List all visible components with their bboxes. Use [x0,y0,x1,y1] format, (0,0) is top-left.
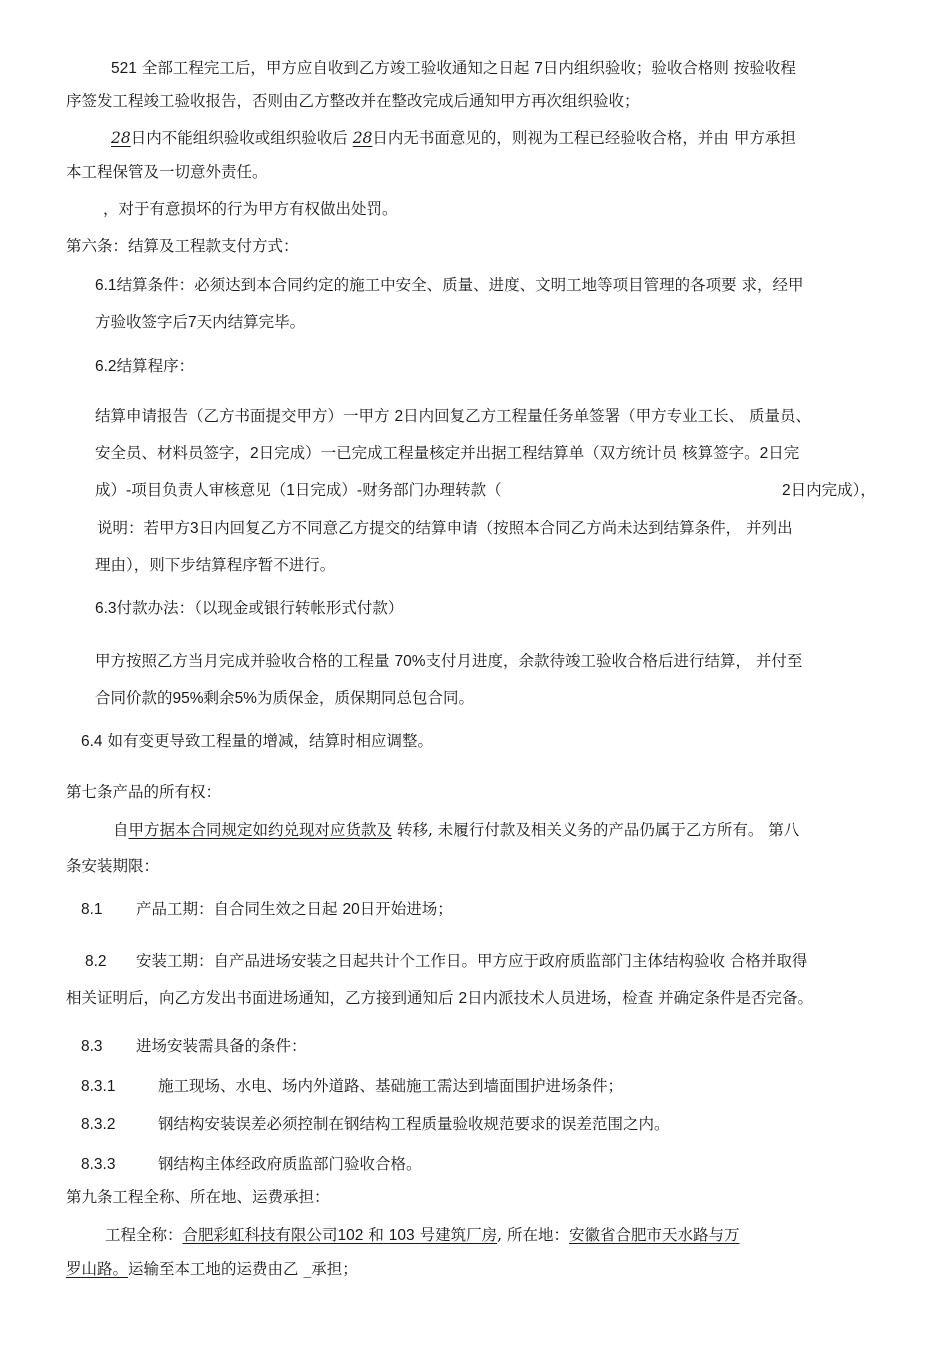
clause-text: 日开始进场； [359,900,453,918]
clause-8-1-text [136,899,453,920]
clause-number: 6.3 [95,600,117,617]
clause-521-line-2: 序签发工程竣工验收报告，否则由乙方整改并在整改完成后通知甲方再次组织验收； [66,92,640,110]
clause-text: 日内完成）， [790,481,876,499]
project-address: 安徽省合肥市天水路与万 [568,1226,740,1244]
days-value: 1 [286,482,295,499]
clause-text: 支付月进度，余款待竣工验收合格后进行结算， 并付至 [425,652,803,670]
days-value: 28 [111,129,131,147]
clause-8-3-text: 进场安装需具备的条件： [136,1037,307,1055]
clause-text: 方验收签字后 [95,313,189,331]
conjunction: 和 [368,1226,384,1244]
article-9-para-1 [105,1225,740,1246]
days-value: 3 [190,520,199,537]
article-6-heading: 第六条：结算及工程款支付方式： [66,237,299,255]
clause-8-3-2-number [81,1114,115,1135]
article-9-heading: 第九条工程全称、所在地、运费承担： [66,1188,330,1206]
days-value: 7 [188,314,197,331]
clause-8-2-line-2 [66,988,813,1009]
clause-number: 8.3.1 [81,1078,116,1095]
clause-text: 结算申请报告（乙方书面提交甲方）一甲方 [95,407,390,425]
clause-text: 为质保金，质保期同总包合同。 [256,689,474,707]
days-value: 20 [342,901,360,918]
clause-text: 日内无书面意见的，则视为工程已经验收合格，并由 甲方承担 [372,129,796,147]
clause-text: 日内组织验收；验收合格则 按验收程 [542,59,796,77]
clause-6-1-line-1 [95,275,804,296]
clause-6-2-title [95,356,194,377]
clause-text: 日内回复乙方不同意乙方提交的结算申请（按照本合同乙方尚未达到结算条件， 并列出 [198,519,793,537]
clause-6-4 [81,731,433,752]
clause-text: 转移, 未履行付款及相关义务的产品仍属于乙方所有。 第八 [392,821,800,839]
damage-penalty-line: ，对于有意损坏的行为甲方有权做出处罚。 [103,200,398,218]
clause-text: 结算条件：必须达到本合同约定的施工中安全、质量、进度、文明工地等项目管理的各项要 求，经甲 [116,276,804,294]
clause-8-2-line-1: 安装工期：自产品进场安装之日起共计个工作日。甲方应于政府质监部门主体结构验收 合格并取得 [136,952,808,970]
clause-8-1-number [81,899,103,920]
clause-number: 6.2 [95,358,117,375]
clause-28-line-1 [111,128,796,148]
clause-text: 日内派技术人员进场，检查 并确定条件是否完备。 [467,989,814,1007]
clause-8-3-2-text: 钢结构安装误差必须控制在钢结构工程质量验收规范要求的误差范围之内。 [158,1115,670,1133]
clause-8-3-1-text: 施工现场、水电、场内外道路、基础施工需达到墙面围护进场条件； [158,1077,624,1095]
clause-number: 8.3.2 [81,1116,116,1133]
clause-text: 运输至本工地的运费由乙 [128,1260,299,1278]
days-value: 2 [782,482,791,499]
clause-6-3-title [95,598,403,619]
clause-8-3-3-number [81,1154,115,1175]
clause-8-3-1-number [81,1076,115,1097]
clause-6-3-para-1 [95,651,802,672]
clause-521-line-1 [111,58,796,79]
clause-8-2-number [85,951,107,972]
clause-text: , 所在地： [497,1226,569,1244]
days-value: 2 [394,408,404,425]
days-value: 28 [352,129,373,147]
project-address: 罗山路。 [66,1260,129,1278]
clause-6-3-para-2 [95,688,474,709]
clause-text: 剩余 [203,689,235,707]
clause-text: 日完成）-财务部门办理转款（ [294,481,502,499]
clause-text: 日内不能组织验收或组织验收后 [130,129,348,147]
clause-text: 成）-项目负责人审核意见（ [95,481,287,499]
clause-6-2-para-3 [95,480,502,501]
clause-6-2-para-3-tail [782,480,876,501]
clause-text: 安全员、材料员签字， [95,444,251,462]
days-value: 2 [458,990,468,1007]
clause-text: 说明：若甲方 [97,519,191,537]
clause-text: 结算程序： [116,357,195,375]
clause-number: 8.2 [85,953,107,970]
clause-number: 6.4 [81,733,103,750]
clause-number: 8.3 [81,1038,103,1055]
clause-text: 付款办法：（以现金或银行转帐形式付款） [116,599,404,617]
clause-number: 8.1 [81,901,103,918]
clause-28-line-2: 本工程保管及一切意外责任。 [66,163,268,181]
clause-number: 521 [111,60,137,77]
percent-value: 70% [394,653,426,670]
days-value: 2 [250,445,259,462]
days-value: 7 [534,60,543,77]
company-name: 合肥彩虹科技有限公司 [182,1226,338,1244]
article-7-para-1 [113,820,799,840]
building-number: 103 [388,1227,415,1244]
clause-text: 全部工程完工后，甲方应自收到乙方竣工验收通知之日起 [141,59,530,77]
percent-value: 95% [172,690,204,707]
clause-number: 6.1 [95,277,117,294]
clause-text: 如有变更导致工程量的增减，结算时相应调整。 [107,732,434,750]
clause-text: 相关证明后，向乙方发出书面进场通知，乙方接到通知后 [66,989,454,1007]
clause-text: 工程全称： [105,1226,183,1244]
clause-text: 自 [113,821,129,839]
clause-text: 日完 [768,444,800,462]
clause-6-2-para-5: 理由），则下步结算程序暂不进行。 [95,556,336,574]
underlined-text: 甲方据本合同规定如约兑现对应货款及 [128,821,393,839]
clause-text: 合同价款的 [95,689,173,707]
article-9-para-2 [66,1259,358,1279]
clause-text: 日完成）一已完成工程量核定并出据工程结算单（双方统计员 核算签字。 [258,444,760,462]
clause-6-2-para-4 [97,518,793,539]
article-8-heading: 条安装期限： [66,857,160,875]
clause-text: 甲方按照乙方当月完成并验收合格的工程量 [95,652,390,670]
clause-8-3-number [81,1036,103,1057]
clause-number: 8.3.3 [81,1156,116,1173]
clause-text: 产品工期：自合同生效之日起 [136,900,338,918]
clause-text: 日内回复乙方工程量任务单签署（甲方专业工长、 质量员、 [403,407,812,425]
clause-text: _承担； [303,1260,358,1278]
days-value: 2 [759,445,769,462]
percent-value: 5% [234,690,257,707]
clause-6-2-para-2 [95,443,799,464]
project-name [183,1226,498,1244]
clause-6-2-para-1 [95,406,811,427]
clause-8-3-3-text: 钢结构主体经政府质监部门验收合格。 [158,1155,422,1173]
building-number: 102 [337,1227,364,1244]
clause-text: 天内结算完毕。 [196,313,306,331]
building-type: 号建筑厂房 [419,1226,498,1244]
clause-6-1-line-2 [95,312,305,333]
article-7-heading: 第七条产品的所有权： [66,783,222,801]
